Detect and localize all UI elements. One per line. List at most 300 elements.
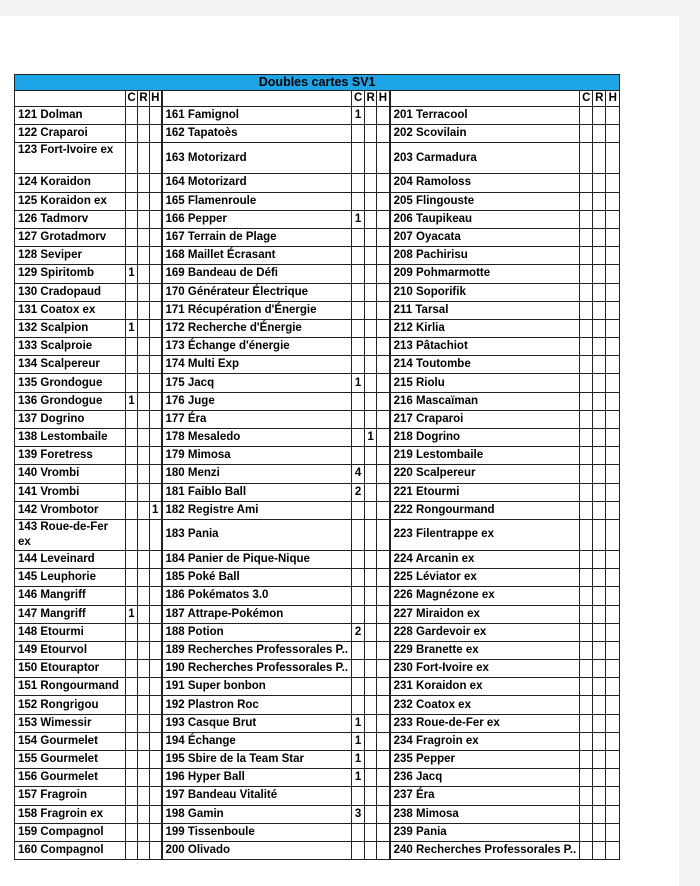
count-cell-h	[150, 210, 162, 228]
count-cell-r	[138, 392, 150, 410]
count-cell-r	[365, 550, 377, 568]
table-row	[15, 192, 620, 210]
card-name-cell: 194 Échange	[162, 732, 352, 750]
count-cell-r: 1	[365, 429, 377, 447]
card-name-cell: 205 Flingouste	[390, 192, 580, 210]
count-cell-c	[126, 125, 138, 143]
count-cell-h	[150, 429, 162, 447]
count-cell-c	[352, 569, 365, 587]
count-cell-h	[150, 769, 162, 787]
count-cell-c	[580, 787, 593, 805]
count-cell-r	[138, 732, 150, 750]
count-cell-c	[126, 228, 138, 246]
card-name-cell: 155 Gourmelet	[15, 751, 126, 769]
count-cell-h	[377, 210, 390, 228]
count-cell-r	[365, 714, 377, 732]
count-cell-r	[365, 392, 377, 410]
duplicates-table	[14, 74, 620, 860]
column-header-r: R	[138, 91, 150, 107]
count-cell-r	[593, 125, 606, 143]
card-name-cell: 160 Compagnol	[15, 841, 126, 859]
count-cell-c	[580, 265, 593, 283]
count-cell-h	[606, 192, 620, 210]
count-cell-c	[126, 569, 138, 587]
card-name-cell: 176 Juge	[162, 392, 352, 410]
card-name-cell: 170 Générateur Électrique	[162, 283, 352, 301]
card-name-cell: 145 Leuphorie	[15, 569, 126, 587]
table-row	[15, 769, 620, 787]
card-name-cell: 159 Compagnol	[15, 823, 126, 841]
card-name-cell: 195 Sbire de la Team Star	[162, 751, 352, 769]
count-cell-h	[606, 465, 620, 483]
count-cell-r	[138, 823, 150, 841]
count-cell-r	[138, 301, 150, 319]
count-cell-h	[606, 501, 620, 519]
count-cell-h	[606, 587, 620, 605]
card-name-cell: 181 Faiblo Ball	[162, 483, 352, 501]
count-cell-h	[606, 228, 620, 246]
count-cell-r	[593, 841, 606, 859]
table-row	[15, 805, 620, 823]
count-cell-c	[126, 429, 138, 447]
card-name-cell: 233 Roue-de-Fer ex	[390, 714, 580, 732]
count-cell-c	[126, 732, 138, 750]
count-cell-c: 1	[126, 392, 138, 410]
card-name-cell: 238 Mimosa	[390, 805, 580, 823]
count-cell-r	[365, 823, 377, 841]
count-cell-r	[365, 247, 377, 265]
card-name-cell: 134 Scalpereur	[15, 356, 126, 374]
count-cell-c	[126, 587, 138, 605]
count-cell-h	[150, 301, 162, 319]
count-cell-c	[580, 641, 593, 659]
count-cell-c	[580, 678, 593, 696]
count-cell-h	[606, 823, 620, 841]
count-cell-h	[606, 660, 620, 678]
count-cell-h	[150, 465, 162, 483]
count-cell-c	[580, 410, 593, 428]
count-cell-h	[377, 678, 390, 696]
table-row	[15, 228, 620, 246]
count-cell-c	[580, 605, 593, 623]
count-cell-r	[593, 192, 606, 210]
count-cell-c	[580, 429, 593, 447]
count-cell-r	[365, 283, 377, 301]
count-cell-h	[377, 732, 390, 750]
count-cell-h	[150, 107, 162, 125]
count-cell-h	[606, 696, 620, 714]
card-name-cell: 223 Filentrappe ex	[390, 519, 580, 550]
card-name-cell: 154 Gourmelet	[15, 732, 126, 750]
count-cell-c	[580, 247, 593, 265]
count-cell-c	[352, 447, 365, 465]
table-row	[15, 587, 620, 605]
count-cell-r	[365, 356, 377, 374]
card-name-cell: 218 Dogrino	[390, 429, 580, 447]
count-cell-r	[365, 465, 377, 483]
count-cell-r	[138, 410, 150, 428]
count-cell-h	[377, 410, 390, 428]
count-cell-h	[606, 143, 620, 174]
card-name-cell: 219 Lestombaile	[390, 447, 580, 465]
count-cell-h	[377, 143, 390, 174]
count-cell-r	[365, 174, 377, 192]
count-cell-h	[150, 841, 162, 859]
count-cell-r	[138, 605, 150, 623]
card-name-cell: 168 Maillet Écrasant	[162, 247, 352, 265]
count-cell-h	[377, 623, 390, 641]
count-cell-c: 2	[352, 483, 365, 501]
count-cell-c	[126, 410, 138, 428]
count-cell-c	[580, 143, 593, 174]
card-name-cell: 214 Toutombe	[390, 356, 580, 374]
count-cell-c	[126, 769, 138, 787]
table-row	[15, 265, 620, 283]
count-cell-h	[606, 301, 620, 319]
count-cell-c	[126, 356, 138, 374]
count-cell-r	[138, 714, 150, 732]
count-cell-h	[377, 501, 390, 519]
count-cell-r	[593, 392, 606, 410]
count-cell-h	[377, 751, 390, 769]
count-cell-h	[606, 210, 620, 228]
table-row	[15, 107, 620, 125]
count-cell-r	[593, 338, 606, 356]
count-cell-h	[606, 483, 620, 501]
card-name-cell: 206 Taupikeau	[390, 210, 580, 228]
count-cell-h	[606, 519, 620, 550]
count-cell-c	[352, 338, 365, 356]
count-cell-r	[365, 228, 377, 246]
count-cell-c	[126, 714, 138, 732]
count-cell-r	[138, 660, 150, 678]
count-cell-c: 1	[352, 714, 365, 732]
count-cell-r	[365, 338, 377, 356]
count-cell-c: 1	[352, 769, 365, 787]
count-cell-r	[593, 714, 606, 732]
count-cell-c	[352, 283, 365, 301]
card-name-cell: 200 Olivado	[162, 841, 352, 859]
count-cell-r	[365, 696, 377, 714]
count-cell-c	[352, 641, 365, 659]
count-cell-c: 1	[352, 107, 365, 125]
card-name-cell: 216 Mascaïman	[390, 392, 580, 410]
card-name-cell: 146 Mangriff	[15, 587, 126, 605]
count-cell-r	[593, 174, 606, 192]
count-cell-r	[138, 751, 150, 769]
card-name-cell: 148 Etourmi	[15, 623, 126, 641]
count-cell-c	[352, 392, 365, 410]
count-cell-r	[593, 823, 606, 841]
table-row	[15, 410, 620, 428]
count-cell-c	[352, 125, 365, 143]
count-cell-h	[606, 283, 620, 301]
count-cell-h	[606, 410, 620, 428]
card-name-cell: 173 Échange d'énergie	[162, 338, 352, 356]
count-cell-c	[126, 641, 138, 659]
card-name-cell: 240 Recherches Professorales P..	[390, 841, 580, 859]
card-name-cell: 221 Etourmi	[390, 483, 580, 501]
count-cell-r	[593, 678, 606, 696]
count-cell-r	[365, 483, 377, 501]
count-cell-r	[138, 447, 150, 465]
count-cell-r	[593, 501, 606, 519]
count-cell-r	[138, 519, 150, 550]
card-name-cell: 207 Oyacata	[390, 228, 580, 246]
count-cell-c	[352, 301, 365, 319]
card-name-cell: 169 Bandeau de Défi	[162, 265, 352, 283]
count-cell-c	[126, 787, 138, 805]
count-cell-c	[580, 587, 593, 605]
card-name-cell: 179 Mimosa	[162, 447, 352, 465]
count-cell-h	[377, 192, 390, 210]
count-cell-r	[593, 587, 606, 605]
count-cell-r	[365, 319, 377, 337]
count-cell-h	[377, 569, 390, 587]
card-name-cell: 213 Pâtachiot	[390, 338, 580, 356]
count-cell-r	[365, 769, 377, 787]
card-name-cell: 135 Grondogue	[15, 374, 126, 392]
count-cell-r	[593, 550, 606, 568]
table-row	[15, 301, 620, 319]
count-cell-r	[365, 787, 377, 805]
table-row	[15, 447, 620, 465]
table-row	[15, 174, 620, 192]
count-cell-h	[150, 519, 162, 550]
card-name-cell: 133 Scalproie	[15, 338, 126, 356]
count-cell-c	[580, 550, 593, 568]
count-cell-r	[365, 143, 377, 174]
count-cell-r	[138, 283, 150, 301]
count-cell-h	[606, 107, 620, 125]
card-name-cell: 137 Dogrino	[15, 410, 126, 428]
count-cell-c	[580, 210, 593, 228]
card-name-cell: 177 Éra	[162, 410, 352, 428]
column-header-c: C	[580, 91, 593, 107]
count-cell-r	[593, 429, 606, 447]
card-name-cell: 197 Bandeau Vitalité	[162, 787, 352, 805]
card-name-cell: 235 Pepper	[390, 751, 580, 769]
card-name-cell: 122 Craparoi	[15, 125, 126, 143]
count-cell-c	[580, 356, 593, 374]
count-cell-c	[352, 247, 365, 265]
count-cell-h	[150, 605, 162, 623]
count-cell-c	[352, 550, 365, 568]
count-cell-r	[593, 660, 606, 678]
card-name-cell: 198 Gamin	[162, 805, 352, 823]
count-cell-r	[593, 319, 606, 337]
count-cell-c	[352, 356, 365, 374]
count-cell-h	[606, 356, 620, 374]
count-cell-r	[593, 605, 606, 623]
count-cell-h: 1	[150, 501, 162, 519]
table-row	[15, 519, 620, 550]
count-cell-h	[377, 447, 390, 465]
card-name-cell: 178 Mesaledo	[162, 429, 352, 447]
count-cell-c	[352, 228, 365, 246]
card-name-cell: 165 Flamenroule	[162, 192, 352, 210]
count-cell-r	[138, 228, 150, 246]
card-name-cell: 229 Branette ex	[390, 641, 580, 659]
table-row	[15, 605, 620, 623]
count-cell-h	[150, 228, 162, 246]
count-cell-r	[365, 569, 377, 587]
count-cell-h	[377, 265, 390, 283]
count-cell-c	[352, 429, 365, 447]
count-cell-c	[580, 125, 593, 143]
count-cell-c: 1	[126, 319, 138, 337]
card-name-cell: 151 Rongourmand	[15, 678, 126, 696]
count-cell-r	[593, 623, 606, 641]
count-cell-c	[126, 210, 138, 228]
count-cell-r	[593, 465, 606, 483]
count-cell-h	[150, 751, 162, 769]
count-cell-r	[138, 696, 150, 714]
table-row	[15, 283, 620, 301]
card-name-cell: 128 Seviper	[15, 247, 126, 265]
card-name-cell: 124 Koraidon	[15, 174, 126, 192]
card-name-cell: 143 Roue-de-Fer ex	[15, 519, 126, 550]
count-cell-c	[352, 143, 365, 174]
count-cell-h	[606, 841, 620, 859]
count-cell-h	[377, 805, 390, 823]
count-cell-h	[606, 678, 620, 696]
card-name-cell: 130 Cradopaud	[15, 283, 126, 301]
card-name-cell: 225 Léviator ex	[390, 569, 580, 587]
count-cell-h	[150, 805, 162, 823]
count-cell-r	[138, 587, 150, 605]
card-name-cell: 239 Pania	[390, 823, 580, 841]
count-cell-h	[150, 356, 162, 374]
count-cell-c: 1	[352, 751, 365, 769]
card-name-cell: 199 Tissenboule	[162, 823, 352, 841]
count-cell-c	[126, 696, 138, 714]
count-cell-h	[150, 143, 162, 174]
table-row	[15, 501, 620, 519]
card-name-cell: 141 Vrombi	[15, 483, 126, 501]
count-cell-h	[606, 569, 620, 587]
count-cell-r	[365, 805, 377, 823]
count-cell-c	[580, 660, 593, 678]
count-cell-c	[580, 823, 593, 841]
table-row	[15, 569, 620, 587]
count-cell-c: 2	[352, 623, 365, 641]
column-header-c: C	[126, 91, 138, 107]
count-cell-c	[352, 410, 365, 428]
count-cell-c	[580, 751, 593, 769]
count-cell-r	[138, 501, 150, 519]
document-page	[0, 16, 679, 886]
count-cell-h	[377, 174, 390, 192]
card-name-cell: 158 Fragroin ex	[15, 805, 126, 823]
count-cell-c	[580, 519, 593, 550]
count-cell-r	[138, 356, 150, 374]
count-cell-h	[150, 550, 162, 568]
card-name-cell: 152 Rongrigou	[15, 696, 126, 714]
count-cell-r	[138, 429, 150, 447]
count-cell-r	[138, 374, 150, 392]
count-cell-c	[580, 392, 593, 410]
card-name-cell: 123 Fort-Ivoire ex	[15, 143, 126, 174]
count-cell-c	[126, 174, 138, 192]
count-cell-r	[593, 483, 606, 501]
card-name-cell: 142 Vrombotor	[15, 501, 126, 519]
card-name-cell: 189 Recherches Professorales P..	[162, 641, 352, 659]
count-cell-r	[138, 192, 150, 210]
card-name-cell: 166 Pepper	[162, 210, 352, 228]
table-row	[15, 641, 620, 659]
card-name-cell: 185 Poké Ball	[162, 569, 352, 587]
count-cell-h	[150, 283, 162, 301]
count-cell-h	[606, 447, 620, 465]
count-cell-r	[593, 356, 606, 374]
table-row	[15, 125, 620, 143]
count-cell-r	[365, 125, 377, 143]
count-cell-h	[606, 751, 620, 769]
count-cell-c	[352, 605, 365, 623]
card-name-cell: 232 Coatox ex	[390, 696, 580, 714]
count-cell-r	[365, 519, 377, 550]
table-row	[15, 732, 620, 750]
count-cell-c	[580, 569, 593, 587]
count-cell-h	[150, 447, 162, 465]
card-name-cell: 182 Registre Ami	[162, 501, 352, 519]
count-cell-c	[352, 678, 365, 696]
count-cell-h	[377, 283, 390, 301]
card-name-cell: 209 Pohmarmotte	[390, 265, 580, 283]
count-cell-h	[606, 714, 620, 732]
count-cell-c	[126, 519, 138, 550]
count-cell-c	[580, 714, 593, 732]
count-cell-c	[126, 501, 138, 519]
count-cell-c: 1	[126, 265, 138, 283]
count-cell-h	[377, 228, 390, 246]
header-blank-cell	[390, 91, 580, 107]
table-row	[15, 751, 620, 769]
count-cell-h	[150, 247, 162, 265]
count-cell-r	[138, 338, 150, 356]
count-cell-c	[352, 501, 365, 519]
count-cell-h	[606, 374, 620, 392]
count-cell-h	[377, 714, 390, 732]
count-cell-c	[352, 319, 365, 337]
count-cell-h	[150, 787, 162, 805]
count-cell-r	[593, 805, 606, 823]
card-name-cell: 136 Grondogue	[15, 392, 126, 410]
count-cell-h	[150, 125, 162, 143]
count-cell-r	[365, 501, 377, 519]
count-cell-r	[593, 210, 606, 228]
count-cell-c	[580, 319, 593, 337]
count-cell-c	[126, 447, 138, 465]
count-cell-h	[377, 587, 390, 605]
count-cell-r	[593, 769, 606, 787]
count-cell-r	[593, 283, 606, 301]
count-cell-c	[580, 447, 593, 465]
count-cell-h	[150, 483, 162, 501]
card-name-cell: 228 Gardevoir ex	[390, 623, 580, 641]
header-blank-cell	[15, 91, 126, 107]
count-cell-r	[138, 125, 150, 143]
table-row	[15, 374, 620, 392]
count-cell-c: 1	[352, 732, 365, 750]
card-name-cell: 132 Scalpion	[15, 319, 126, 337]
card-name-cell: 204 Ramoloss	[390, 174, 580, 192]
count-cell-r	[593, 228, 606, 246]
count-cell-c: 1	[352, 210, 365, 228]
card-name-cell: 203 Carmadura	[390, 143, 580, 174]
table-row	[15, 483, 620, 501]
